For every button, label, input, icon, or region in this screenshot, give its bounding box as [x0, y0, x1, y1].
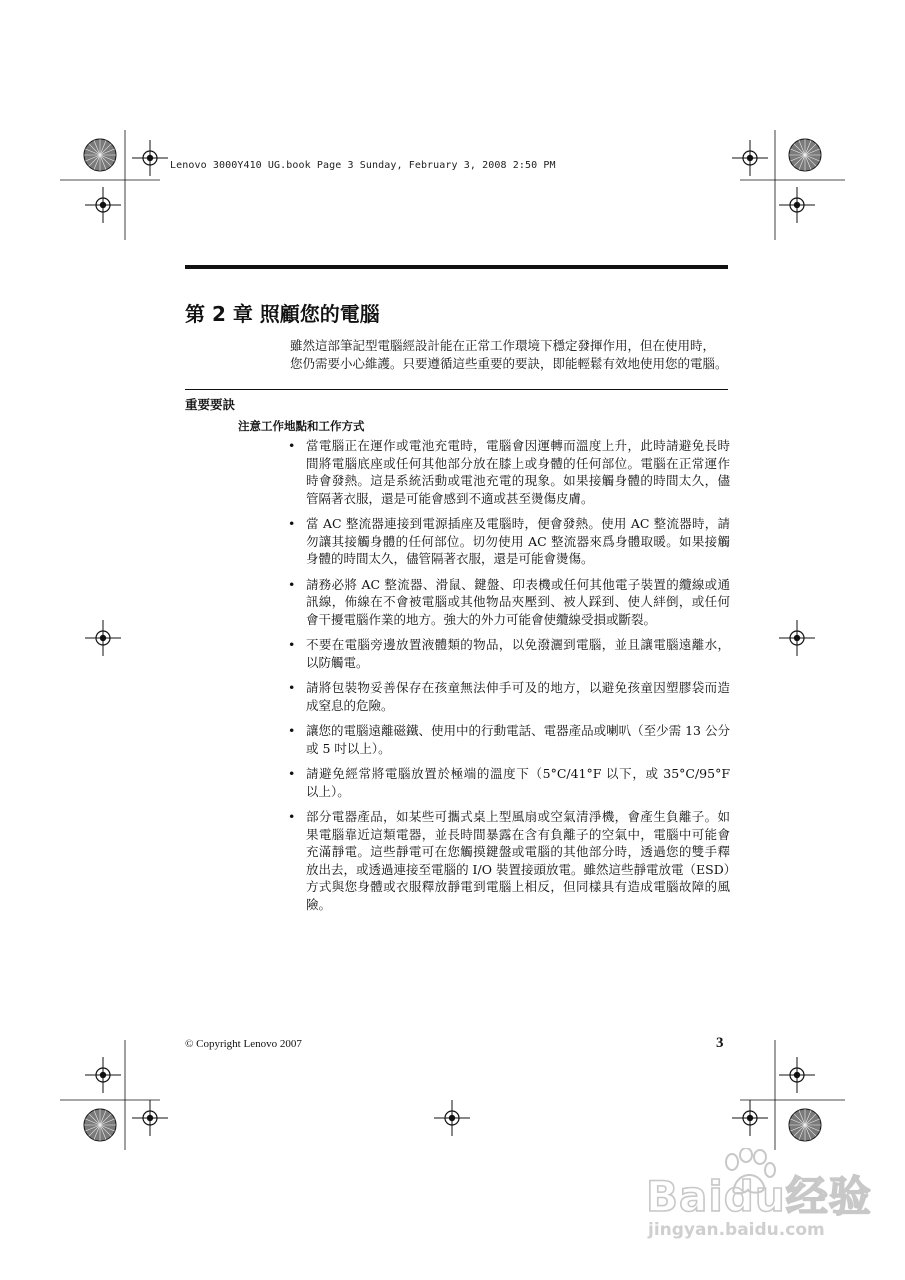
intro-line: 您仍需要小心維護。只要遵循這些重要的要訣，即能輕鬆有效地使用您的電腦。 [290, 356, 728, 371]
color-bar-icon [84, 139, 116, 171]
crosshair-icon [779, 187, 815, 223]
crosshair-icon [132, 1100, 168, 1136]
crosshair-icon [732, 140, 768, 176]
bullet-icon: • [288, 576, 296, 592]
list-item-text: 部分電器產品，如某些可攜式桌上型風扇或空氣清淨機，會產生負離子。如果電腦靠近這類電器，並長時間暴露在含有負離子的空氣中，電腦中可能會充滿靜電。這些靜電可在您觸摸鍵盤或電腦的其他部分時，透過您的雙手釋放出去，或透過連接至電腦的 I/O 裝置接頭放電。雖然這些靜電放電（ESD）方式與您身體或衣服釋放靜電到電腦上相反，但同樣具有造成電腦故障的風險。 [306, 809, 730, 912]
bullet-icon: • [288, 438, 296, 453]
watermark-url: jingyan.baidu.com [648, 1220, 825, 1240]
list-item [288, 722, 730, 757]
list-item-text: 請務必將 AC 整流器、滑鼠、鍵盤、印表機或任何其他電子裝置的纜線或通訊線，佈線在不會被電腦或其他物品夾壓到、被人踩到、使人絆倒，或任何會干擾電腦作業的地方。強大的外力可能會使纜線受損或斷裂。 [306, 576, 730, 627]
crosshair-icon [779, 620, 815, 656]
page-number: 3 [716, 1035, 724, 1051]
crosshair-icon [132, 140, 168, 176]
bullet-icon: • [288, 637, 296, 652]
crosshair-icon [85, 620, 121, 656]
print-slug: Lenovo 3000Y410 UG.book Page 3 Sunday, February 3, 2008 2:50 PM [170, 160, 556, 171]
color-bar-icon [84, 1109, 116, 1141]
intro-paragraph [290, 337, 730, 373]
watermark-brand: Baidu经验 [646, 1172, 872, 1221]
list-item [288, 636, 730, 671]
list-item-text: 當 AC 整流器連接到電源插座及電腦時，便會發熱。使用 AC 整流器時，請勿讓其接觸身體的任何部位。切勿使用 AC 整流器來爲身體取暖。如果接觸身體的時間太久，儘管隔著衣服，還是可能會燙傷。 [306, 516, 730, 566]
watermark [640, 1150, 880, 1270]
list-item-text: 當電腦正在運作或電池充電時，電腦會因運轉而溫度上升，此時請避免長時間將電腦底座或任何其他部分放在膝上或身體的任何部位。電腦在正常運作時會發熱。這是系統活動或電池充電的現象。如果接觸身體的時間太久，儘管隔著衣服，還是可能會感到不適或甚至燙傷皮膚。 [306, 438, 730, 506]
subsection-title: 注意工作地點和工作方式 [238, 419, 365, 433]
bullet-icon: • [288, 680, 296, 695]
crosshair-icon [434, 1100, 470, 1136]
list-item [288, 515, 730, 568]
section-rule [185, 389, 728, 390]
list-item-text: 讓您的電腦遠離磁鐵、使用中的行動電話、電器產品或喇叭（至少需 13 公分或 5 吋以上）。 [306, 723, 730, 756]
list-item-text: 不要在電腦旁邊放置液體類的物品，以免潑灑到電腦，並且讓電腦遠離水，以防觸電。 [306, 637, 730, 670]
bullet-icon: • [288, 766, 296, 781]
crosshair-icon [779, 1057, 815, 1093]
list-item [288, 679, 730, 714]
list-item-text: 請避免經常將電腦放置於極端的溫度下（5°C/41°F 以下，或 35°C/95°F 以上）。 [306, 766, 730, 799]
list-item [288, 765, 730, 800]
copyright-footer: © Copyright Lenovo 2007 [185, 1038, 302, 1050]
chapter-title: 第 2 章 照顧您的電腦 [185, 302, 380, 326]
section-title: 重要要訣 [185, 397, 236, 412]
bullet-icon: • [288, 809, 296, 824]
intro-line: 雖然這部筆記型電腦經設計能在正常工作環境下穩定發揮作用，但在使用時， [290, 338, 716, 353]
color-bar-icon [789, 139, 821, 171]
crosshair-icon [85, 1057, 121, 1093]
chapter-rule [185, 265, 728, 269]
bullet-icon: • [288, 723, 296, 738]
list-item [288, 576, 730, 629]
tips-list [288, 437, 730, 921]
list-item [288, 437, 730, 507]
bullet-icon: • [288, 516, 296, 531]
crosshair-icon [85, 187, 121, 223]
crosshair-icon [732, 1100, 768, 1136]
list-item-text: 請將包裝物妥善保存在孩童無法伸手可及的地方，以避免孩童因塑膠袋而造成窒息的危險。 [306, 680, 730, 713]
list-item [288, 808, 730, 913]
color-bar-icon [789, 1109, 821, 1141]
